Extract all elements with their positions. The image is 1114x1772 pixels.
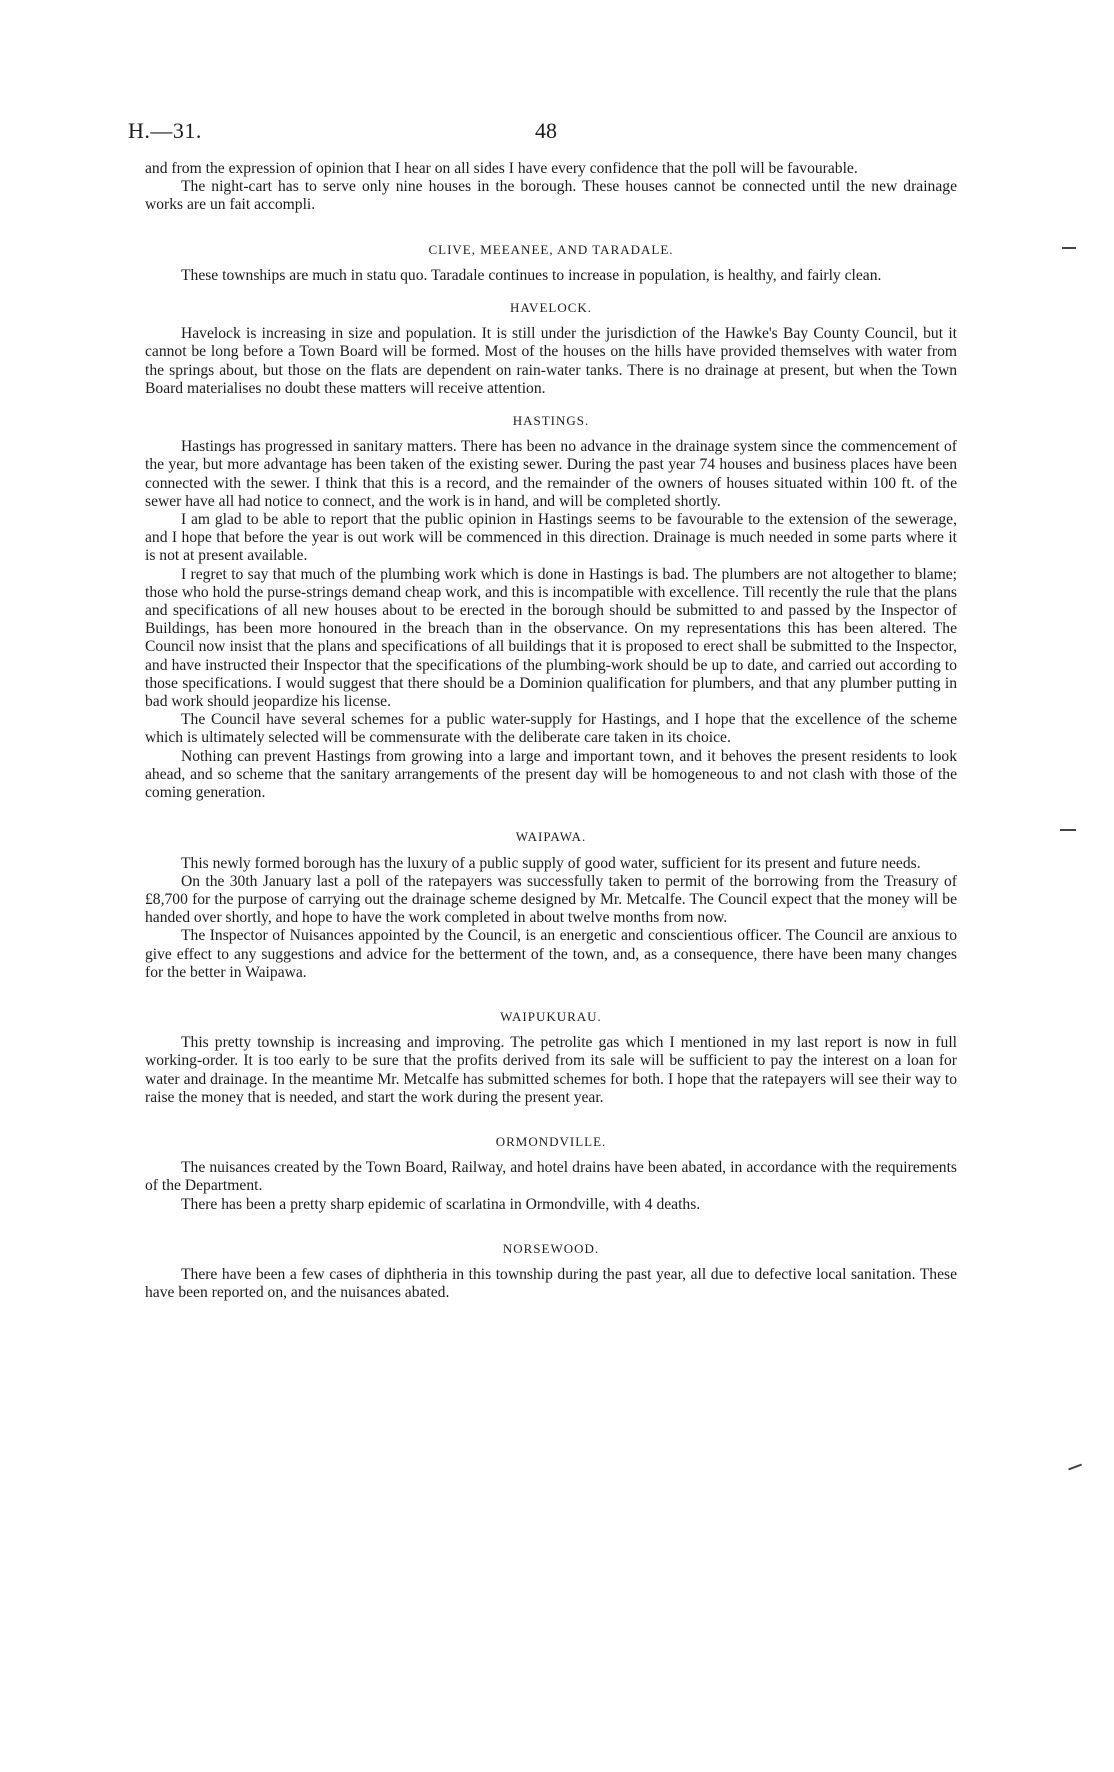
paragraph: and from the expression of opinion that I hear on all sides I have every confidence that the poll will be favourable.: [145, 160, 858, 177]
paragraph: This pretty township is increasing and improving. The petrolite gas which I mentioned in my last report is now in full working-order. It is too early to be sure that the profits derived from its sale will be sufficient to pay the interest on a loan for water and drainage. In the meantime Mr. Metcalfe has submitted schemes for both. I hope that the ratepayers will see their way to raise the money that is needed, and start the work during the present year.: [145, 1034, 957, 1106]
section-heading: CLIVE, MEEANEE, AND TARADALE.: [428, 241, 674, 257]
document-code: H.—31.: [128, 118, 202, 143]
paragraph: Hastings has progressed in sanitary matters. There has been no advance in the drainage system since the commencement of the year, but more advantage has been taken of the existing sewer. During the past year 74 houses and business places have been connected with the sewer. I think that this is a record, and the remainder of the owners of houses situated within 100 ft. of the sewer have all had notice to connect, and the work is in hand, and will be completed shortly.: [145, 438, 957, 510]
section-heading: WAIPAWA.: [515, 829, 587, 845]
paragraph: The Inspector of Nuisances appointed by the Council, is an energetic and conscientious officer. The Council are anxious to give effect to any suggestions and advice for the betterment of the town, and, as a consequence, there have been many changes for the better in Waipawa.: [145, 927, 957, 981]
paragraph: Nothing can prevent Hastings from growing into a large and important town, and it behoves the present residents to look ahead, and so scheme that the sanitary arrangements of the present day will be homogeneous to and not clash with those of the coming generation.: [145, 747, 957, 802]
paragraph: I am glad to be able to report that the public opinion in Hastings seems to be favourable to the extension of the sewerage, and I hope that before the year is out work will be commenced in this direction. Drainage is much needed in some parts where it is not at present available.: [145, 511, 957, 565]
page-number: 48: [535, 118, 557, 143]
section-heading: WAIPUKURAU.: [500, 1008, 602, 1024]
paragraph: This newly formed borough has the luxury of a public supply of good water, sufficient for its present and future needs.: [181, 854, 921, 872]
paragraph: The nuisances created by the Town Board, Railway, and hotel drains have been abated, in accordance with the requirements of the Department.: [145, 1159, 957, 1195]
margin-mark: [1060, 829, 1076, 831]
paragraph: These townships are much in statu quo. Taradale continues to increase in population, is healthy, and fairly clean.: [181, 266, 882, 284]
paragraph: The night-cart has to serve only nine houses in the borough. These houses cannot be connected until the new drainage works are un fait accompli.: [145, 178, 957, 214]
document-body: [145, 160, 957, 1302]
section-heading: HAVELOCK.: [509, 300, 593, 316]
section-heading: NORSEWOOD.: [502, 1240, 600, 1256]
section-heading: HASTINGS.: [512, 413, 590, 429]
paragraph: I regret to say that much of the plumbing work which is done in Hastings is bad. The plumbers are not altogether to blame; those who hold the purse-strings demand cheap work, and this is incompatible with excellence. Till recently the rule that the plans and specifications of all new houses about to be erected in the borough should be submitted to and passed by the Inspector of Buildings, has been more honoured in the breach than in the observance. On my representations this has been altered. The Council now insist that the plans and specifications of all buildings that it is proposed to erect shall be submitted to the Inspector, and have instructed their Inspector that the specifications of the plumbing-work should be up to date, and carried out according to those specifications. I would suggest that there should be a Dominion qualification for plumbers, and that any plumber putting in bad work should jeopardize his license.: [145, 565, 957, 711]
paragraph: There have been a few cases of diphtheria in this township during the past year, all due to defective local sanitation. These have been reported on, and the nuisances abated.: [145, 1265, 957, 1302]
paragraph: There has been a pretty sharp epidemic of scarlatina in Ormondville, with 4 deaths.: [181, 1195, 701, 1213]
paragraph: The Council have several schemes for a public water-supply for Hastings, and I hope that the excellence of the scheme which is ultimately selected will be commensurate with the deliberate care taken in its choice.: [145, 711, 957, 747]
margin-mark: [1062, 247, 1076, 249]
paragraph: Havelock is increasing in size and population. It is still under the jurisdiction of the Hawke's Bay County Council, but it cannot be long before a Town Board will be formed. Most of the houses on the hills have provided themselves with water from the springs about, but those on the flats are dependent on rain-water tanks. There is no drainage at present, but when the Town Board materialises no doubt these matters will receive attention.: [145, 325, 957, 397]
paragraph: On the 30th January last a poll of the ratepayers was successfully taken to permit of the borrowing from the Treasury of £8,700 for the purpose of carrying out the drainage scheme designed by Mr. Metcalfe. The Council expect that the money will be handed over shortly, and hope to have the work completed in about twelve months from now.: [145, 872, 957, 927]
margin-mark: [1068, 1464, 1082, 1470]
section-heading: ORMONDVILLE.: [495, 1133, 607, 1149]
